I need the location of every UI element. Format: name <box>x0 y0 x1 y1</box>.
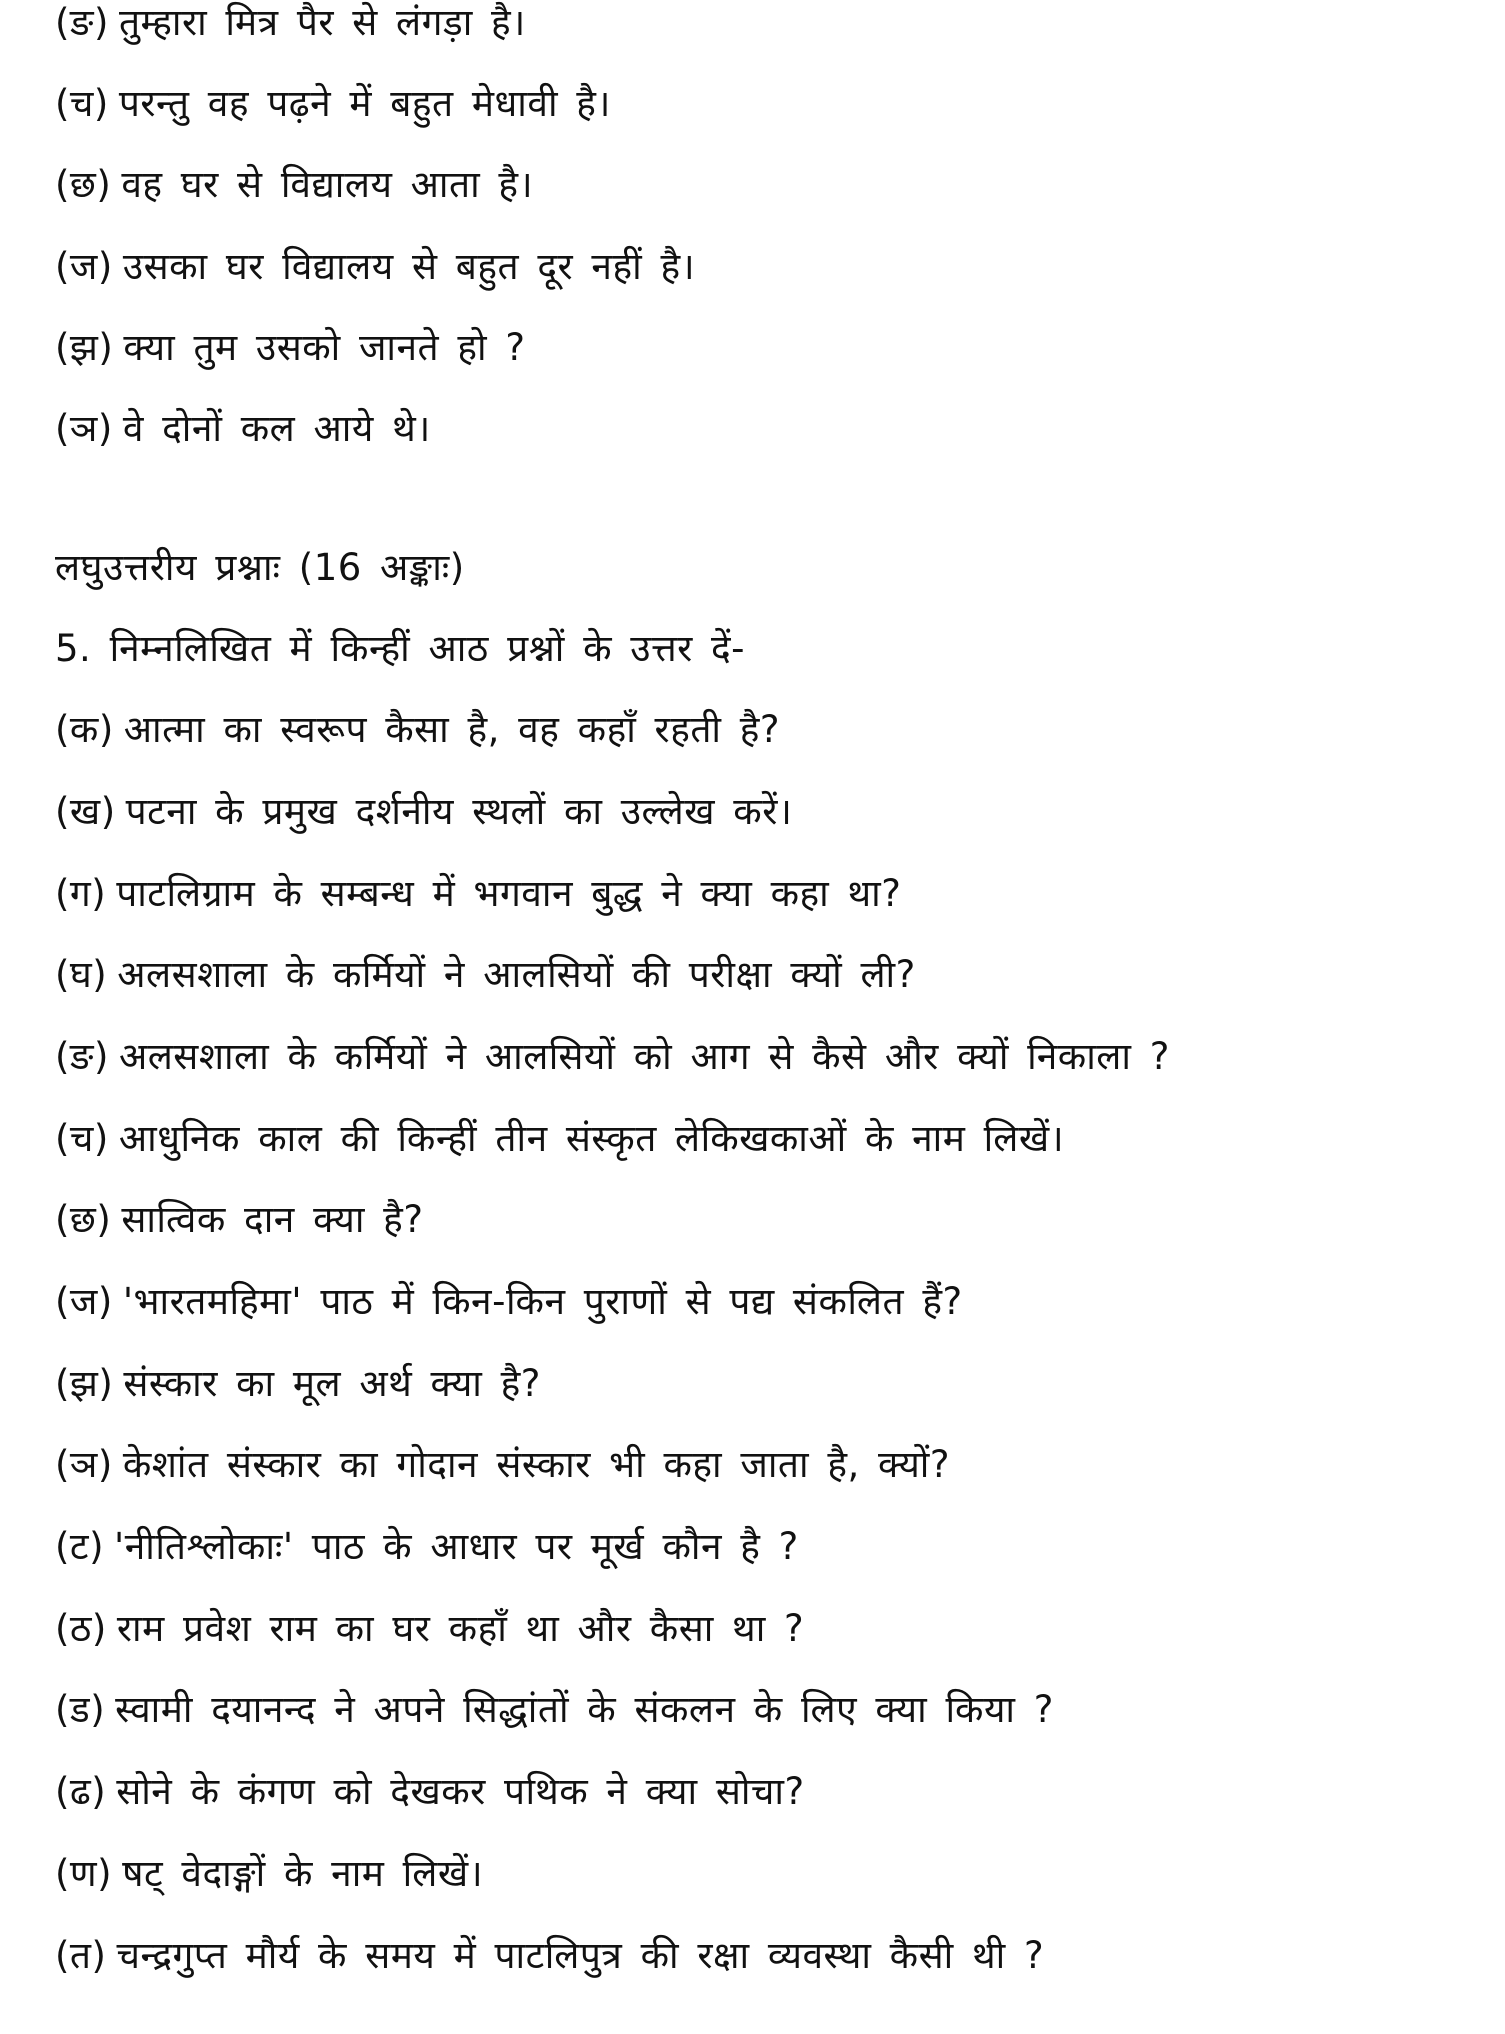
item-label: (ग) <box>55 872 107 915</box>
item-text: पाटलिग्राम के सम्बन्ध में भगवान बुद्ध ने क्या कहा था? <box>116 872 902 915</box>
question-item <box>55 1272 963 1332</box>
item-label: (घ) <box>55 953 108 996</box>
item-text: क्या तुम उसको जानते हो ? <box>123 326 526 369</box>
question-item <box>55 1926 1044 1986</box>
item-label: (ठ) <box>55 1607 107 1650</box>
item-label: (छ) <box>55 1198 112 1241</box>
item-label: (च) <box>55 82 109 125</box>
item-text: 'नीतिश्लोकाः' पाठ के आधार पर मूर्ख कौन है ? <box>114 1525 799 1568</box>
item-label: (ङ) <box>55 1 109 44</box>
item-label: (ज) <box>55 245 113 288</box>
item-text: वह घर से विद्यालय आता है। <box>121 163 534 206</box>
question-item <box>55 1435 950 1495</box>
item-text: राम प्रवेश राम का घर कहाँ था और कैसा था ? <box>116 1607 805 1650</box>
item-text: संस्कार का मूल अर्थ क्या है? <box>123 1362 541 1405</box>
item-label: (ढ) <box>55 1770 107 1813</box>
item-text: आत्मा का स्वरूप कैसा है, वह कहाँ रहती है? <box>123 708 781 751</box>
question-item <box>55 945 916 1005</box>
item-label: (झ) <box>55 326 114 369</box>
list-item <box>55 74 611 134</box>
question-item <box>55 1354 541 1414</box>
item-label: (ञ) <box>55 1443 113 1486</box>
question-item <box>55 782 792 842</box>
question-item <box>55 1762 805 1822</box>
item-text: स्वामी दयानन्द ने अपने सिद्धांतों के संकलन के लिए क्या किया ? <box>115 1688 1054 1731</box>
item-text: आधुनिक काल की किन्हीं तीन संस्कृत लेकिखकाओं के नाम लिखें। <box>118 1117 1065 1160</box>
item-text: पटना के प्रमुख दर्शनीय स्थलों का उल्लेख करें। <box>125 790 793 833</box>
item-label: (ट) <box>55 1525 105 1568</box>
item-label: (च) <box>55 1117 109 1160</box>
list-item <box>55 237 695 297</box>
section-heading: लघुउत्तरीय प्रश्नाः (16 अङ्काः) <box>55 546 465 589</box>
item-text: सात्विक दान क्या है? <box>121 1198 424 1241</box>
item-text: सोने के कंगण को देखकर पथिक ने क्या सोचा? <box>116 1770 805 1813</box>
question-item <box>55 1680 1054 1740</box>
question-item <box>55 1599 804 1659</box>
item-label: (झ) <box>55 1362 114 1405</box>
list-item <box>55 155 533 215</box>
list-item <box>55 318 526 378</box>
item-text: 'भारतमहिमा' पाठ में किन-किन पुराणों से पद्य संकलित हैं? <box>122 1280 963 1323</box>
item-label: (त) <box>55 1934 107 1977</box>
list-item <box>55 399 431 459</box>
list-item <box>55 0 526 53</box>
item-label: (ञ) <box>55 407 113 450</box>
question-item <box>55 1027 1170 1087</box>
item-label: (ण) <box>55 1852 113 1895</box>
item-text: षट् वेदाङ्गों के नाम लिखें। <box>122 1852 484 1895</box>
question-item <box>55 1190 423 1250</box>
item-label: (क) <box>55 708 114 751</box>
item-label: (ज) <box>55 1280 113 1323</box>
question-instruction: 5. निम्नलिखित में किन्हीं आठ प्रश्नों के उत्तर दें- <box>55 627 746 670</box>
question-item <box>55 1517 799 1577</box>
item-text: केशांत संस्कार का गोदान संस्कार भी कहा जाता है, क्यों? <box>122 1443 951 1486</box>
item-text: तुम्हारा मित्र पैर से लंगड़ा है। <box>118 1 526 44</box>
question-item <box>55 1109 1064 1169</box>
item-text: चन्द्रगुप्त मौर्य के समय में पाटलिपुत्र की रक्षा व्यवस्था कैसी थी ? <box>116 1934 1045 1977</box>
item-text: वे दोनों कल आये थे। <box>122 407 431 450</box>
item-label: (ख) <box>55 790 116 833</box>
item-text: अलसशाला के कर्मियों ने आलसियों की परीक्षा क्यों ली? <box>117 953 916 996</box>
item-text: उसका घर विद्यालय से बहुत दूर नहीं है। <box>122 245 696 288</box>
item-label: (छ) <box>55 163 112 206</box>
question-item <box>55 700 780 760</box>
item-text: परन्तु वह पढ़ने में बहुत मेधावी है। <box>118 82 611 125</box>
question-item <box>55 1844 483 1904</box>
item-label: (ड) <box>55 1688 106 1731</box>
item-text: अलसशाला के कर्मियों ने आलसियों को आग से कैसे और क्यों निकाला ? <box>118 1035 1170 1078</box>
question-item <box>55 864 901 924</box>
item-label: (ङ) <box>55 1035 109 1078</box>
